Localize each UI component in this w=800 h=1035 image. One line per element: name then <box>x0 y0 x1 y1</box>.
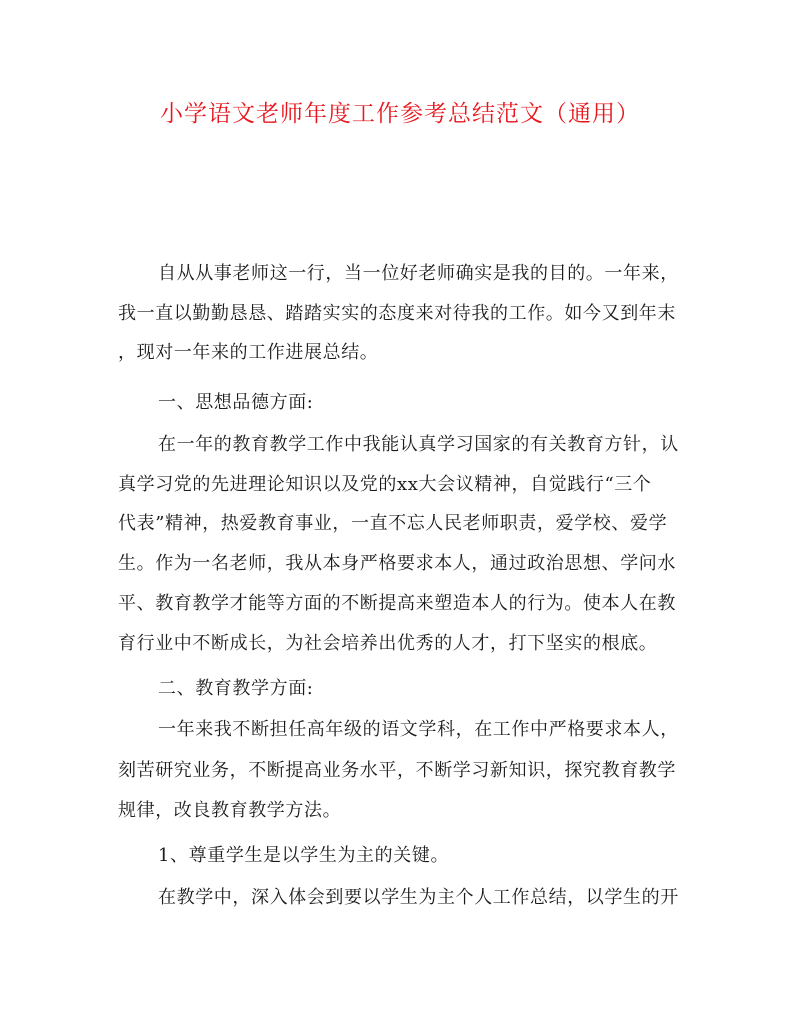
body-line: 自从从事老师这一行，当一位好老师确实是我的目的。一年来， <box>158 263 679 284</box>
body-line: 真学习党的先进理论知识以及党的xx大会议精神，自觉践行“三个 <box>118 474 652 495</box>
body-line: 规律，改良教育教学方法。 <box>118 800 342 821</box>
body-line: 育行业中不断成长，为社会培养出优秀的人才，打下坚实的根底。 <box>118 633 658 654</box>
body-line: 一年来我不断担任高年级的语文学科，在工作中严格要求本人， <box>158 719 679 740</box>
subsection-heading: 1、尊重学生是以学生为主的关键。 <box>158 845 450 866</box>
section-heading: 二、教育教学方面: <box>158 678 314 699</box>
body-line: 生。作为一名老师，我从本身严格要求本人，通过政治思想、学问水 <box>118 553 676 574</box>
body-line: ，现对一年来的工作进展总结。 <box>118 342 379 363</box>
body-line: 在一年的教育教学工作中我能认真学习国家的有关教育方针，认 <box>158 434 679 455</box>
body-line: 刻苦研究业务，不断提高业务水平，不断学习新知识，探究教育教学 <box>118 760 676 781</box>
body-line: 我一直以勤勤恳恳、踏踏实实的态度来对待我的工作。如今又到年末 <box>118 303 676 324</box>
body-line: 在教学中，深入体会到要以学生为主个人工作总结，以学生的开 <box>158 887 679 908</box>
body-line: 代表”精神，热爱教育事业，一直不忘人民老师职责，爱学校、爱学 <box>118 513 668 534</box>
body-line: 平、教育教学才能等方面的不断提高来塑造本人的行为。使本人在教 <box>118 593 676 614</box>
section-heading: 一、思想品德方面: <box>158 392 314 413</box>
document-title: 小学语文老师年度工作参考总结范文（通用） <box>160 101 640 127</box>
